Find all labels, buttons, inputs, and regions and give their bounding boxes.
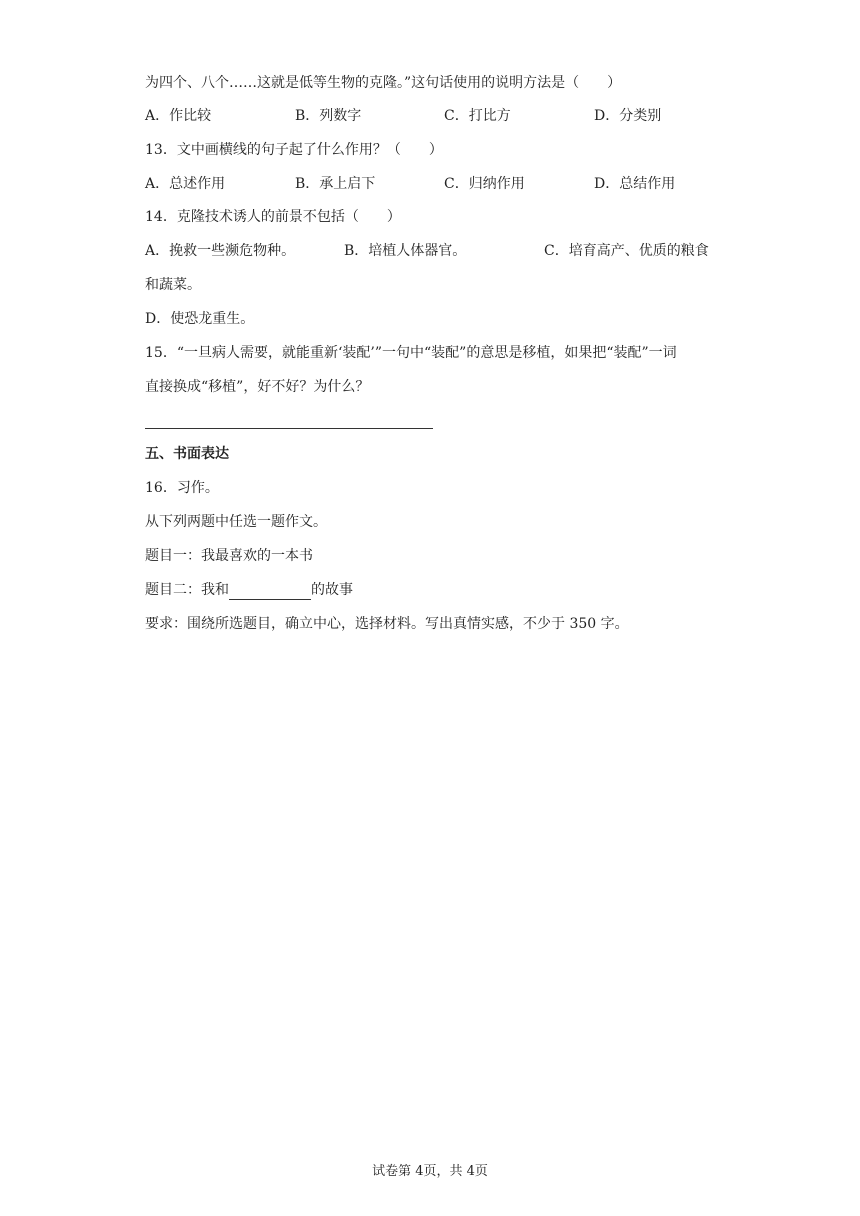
q14-option-d: D．使恐龙重生。 <box>145 311 255 327</box>
q13-option-a: A．总述作用 <box>145 176 226 192</box>
q12-option-b: B．列数字 <box>295 108 362 124</box>
q13-option-b: B．承上启下 <box>295 176 376 192</box>
topic-blank[interactable] <box>229 584 311 600</box>
q15-answer-line[interactable] <box>145 428 433 429</box>
essay-topic-2-suffix: 的故事 <box>311 582 353 598</box>
q14-option-a: A．挽救一些濒危物种。 <box>145 243 296 259</box>
q13-option-d: D．总结作用 <box>594 176 676 192</box>
essay-requirement: 要求：围绕所选题目，确立中心，选择材料。写出真情实感，不少于 350 字。 <box>145 616 629 632</box>
q15-stem-line1: 15．“一旦病人需要，就能重新‘装配’”一句中“装配”的意思是移植，如果把“装配”一词 <box>145 345 677 361</box>
q14-option-c: C．培育高产、优质的粮食 <box>544 243 709 259</box>
q14-option-b: B．培植人体器官。 <box>344 243 467 259</box>
q12-option-d: D．分类别 <box>594 108 662 124</box>
q13-stem: 13．文中画横线的句子起了什么作用？（ ） <box>145 142 443 158</box>
essay-topic-2 <box>145 580 353 600</box>
q14-option-c-continued: 和蔬菜。 <box>145 277 201 293</box>
q13-option-c: C．归纳作用 <box>444 176 525 192</box>
section-heading: 五、书面表达 <box>145 446 229 462</box>
page-footer: 试卷第 4页，共 4页 <box>372 1164 488 1179</box>
q16-label: 16．习作。 <box>145 480 219 496</box>
q12-option-a: A．作比较 <box>145 108 212 124</box>
essay-instruction: 从下列两题中任选一题作文。 <box>145 514 327 530</box>
q15-stem-line2: 直接换成“移植”，好不好？为什么？ <box>145 379 370 395</box>
q12-stem: 为四个、八个……这就是低等生物的克隆。”这句话使用的说明方法是（ ） <box>145 75 622 91</box>
q12-option-c: C．打比方 <box>444 108 511 124</box>
q14-stem: 14．克隆技术诱人的前景不包括（ ） <box>145 209 401 225</box>
essay-topic-2-prefix: 题目二：我和 <box>145 582 229 598</box>
essay-topic-1: 题目一：我最喜欢的一本书 <box>145 548 313 564</box>
